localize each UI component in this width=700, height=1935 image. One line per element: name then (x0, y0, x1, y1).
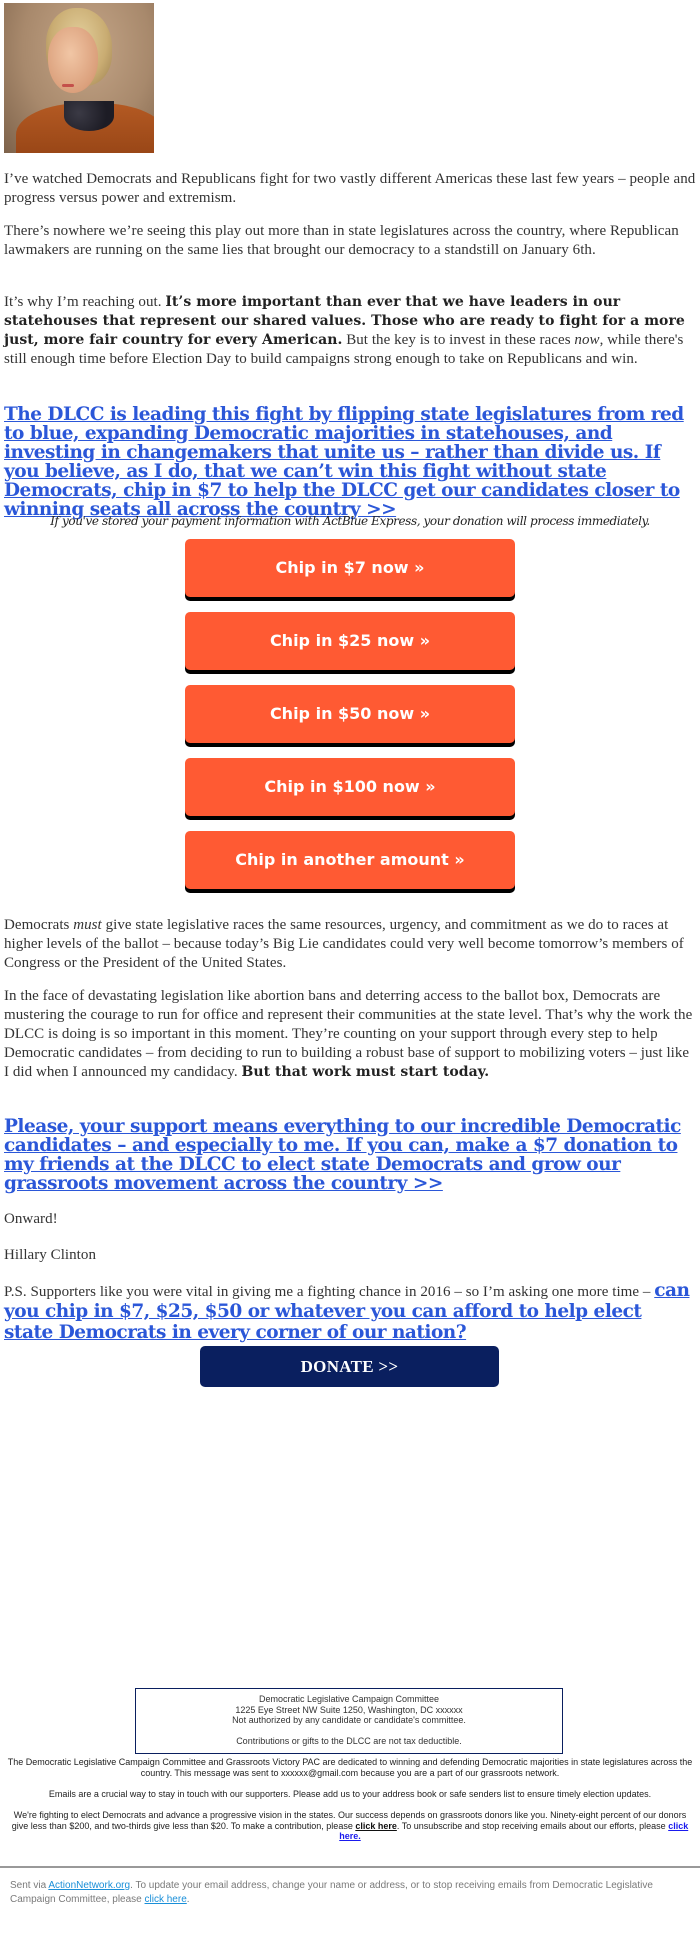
chip-in-7-button[interactable]: Chip in $7 now » (185, 539, 515, 597)
footer-donors-text-1: We're fighting to elect Democrats and advance a progressive vision in the states. Our success depends on grassroots donors like you. Ninety-eight percent of our donors give less than $200, and two-thirds give less than $20. To make a contribution, please (11, 1810, 687, 1831)
chip-in-50-button[interactable]: Chip in $50 now » (185, 685, 515, 743)
paragraph-3 (4, 293, 696, 369)
closing: Onward! (4, 1211, 58, 1227)
paragraph-5-text: In the face of devastating legislation like abortion bans and deterring access to the ballot box, Democrats are mustering the courage to run for office and represent their communities at the state level. That’s why the work the DLCC is doing is so important in this moment. They’re counting on your support through every step to help Democratic candidates – from deciding to run to building a robust base of support to mobilizing voters – just like I did when I announced my candidacy. (4, 988, 693, 1080)
actionnetwork-link[interactable]: ActionNetwork.org (48, 1880, 131, 1891)
paragraph-1: I’ve watched Democrats and Republicans fight for two vastly different Americas these last few years – people and progress versus power and extremism. (4, 171, 696, 206)
paragraph-3-bold: It’s more important than ever that we have leaders in our statehouses that represent our shared values. Those who are ready to fight for a more just, more fair country for every American. (4, 294, 685, 348)
paragraph-4-tail: give state legislative races the same resources, urgency, and commitment as we do to races at higher levels of the ballot – because today’s Big Lie candidates could very well become tomorrow’s members of Congress or the President of the United States. (4, 917, 684, 971)
footer-tax-notice: Contributions or gifts to the DLCC are not tax deductible. (236, 1735, 462, 1746)
signature: Hillary Clinton (4, 1247, 96, 1263)
photo-lips (62, 84, 74, 87)
footer-divider (0, 1866, 700, 1868)
footer-mission: The Democratic Legislative Campaign Committee and Grassroots Victory PAC are dedicated to winning and defending Democratic majorities in state legislatures across the country. This message was sent to xxxxxx@gmail.com because you are a part of our grassroots network. (7, 1757, 693, 1778)
sent-via-notice (10, 1879, 690, 1907)
paragraph-4-italic: must (73, 917, 102, 933)
chip-in-25-button[interactable]: Chip in $25 now » (185, 612, 515, 670)
paragraph-4-lead: Democrats (4, 917, 74, 933)
paragraph-3-mid: But the key is to invest in these races (342, 332, 575, 348)
footer-donors (6, 1810, 694, 1842)
sent-via-middle: . To update your email address, change your name or address, or to stop receiving emails from Democratic Legislative Campaign Committee, please (10, 1880, 653, 1905)
hillary-clinton-photo (4, 3, 154, 153)
footer-authorization: Not authorized by any candidate or candidate's committee. (232, 1715, 466, 1725)
paragraph-5 (4, 987, 696, 1082)
paragraph-3-tail: , while there's still enough time before Election Day to build campaigns strong enough to take on Republicans and win. (4, 332, 684, 367)
manage-subscription-link[interactable]: click here (144, 1894, 187, 1905)
sent-via-suffix: . (186, 1894, 190, 1905)
sent-via-prefix: Sent via (10, 1880, 49, 1891)
paragraph-4 (4, 916, 696, 973)
dlcc-donate-link[interactable]: The DLCC is leading this fight by flipping state legislatures from red to blue, expanding Democratic majorities in statehouses, and investing in changemakers that unite us – rather than divide us. If you believe, as I do, that we can’t win this fight without state Democrats, chip in $7 to help the DLCC get our candidates closer to winning seats all across the country >> (4, 404, 684, 520)
postscript-text: P.S. Supporters like you were vital in giving me a fighting chance in 2016 – so I’m asking one more time – (4, 1284, 655, 1300)
postscript (4, 1281, 696, 1344)
footer-safelist: Emails are a crucial way to stay in touch with our supporters. Please add us to your address book or safe senders list to ensure timely election updates. (48, 1789, 652, 1799)
footer-address-box (135, 1688, 563, 1754)
chip-in-other-amount-button[interactable]: Chip in another amount » (185, 831, 515, 889)
unsubscribe-link[interactable]: click here. (339, 1820, 689, 1842)
support-donate-link[interactable]: Please, your support means everything to our incredible Democratic candidates – and especially to me. If you can, make a $7 donation to my friends at the DLCC to elect state Democrats and grow our grassroots movement across the country >> (4, 1116, 681, 1194)
donate-button[interactable]: DONATE >> (200, 1346, 499, 1387)
footer-donors-text-2: . To unsubscribe and stop receiving emails about our efforts, please (396, 1820, 669, 1831)
photo-necklace (64, 101, 114, 131)
chip-in-100-button[interactable]: Chip in $100 now » (185, 758, 515, 816)
actblue-note: If you've stored your payment information with ActBlue Express, your donation will process immediately. (50, 514, 650, 528)
paragraph-2: There’s nowhere we’re seeing this play out more than in state legislatures across the country, where Republican lawmakers are running on the same lies that brought our democracy to a standstill on January 6th. (4, 223, 679, 258)
footer-address: 1225 Eye Street NW Suite 1250, Washington, DC xxxxxx (235, 1704, 463, 1715)
postscript-donate-link[interactable]: can you chip in $7, $25, $50 or whatever you can afford to help elect state Democrats in every corner of our nation? (4, 1280, 690, 1343)
paragraph-3-italic: now (574, 332, 600, 348)
paragraph-3-lead: It’s why I’m reaching out. (4, 294, 166, 310)
footer-org-name: Democratic Legislative Campaign Committee (258, 1694, 440, 1704)
contribute-link[interactable]: click here (355, 1820, 397, 1831)
paragraph-5-bold: But that work must start today. (241, 1064, 490, 1080)
